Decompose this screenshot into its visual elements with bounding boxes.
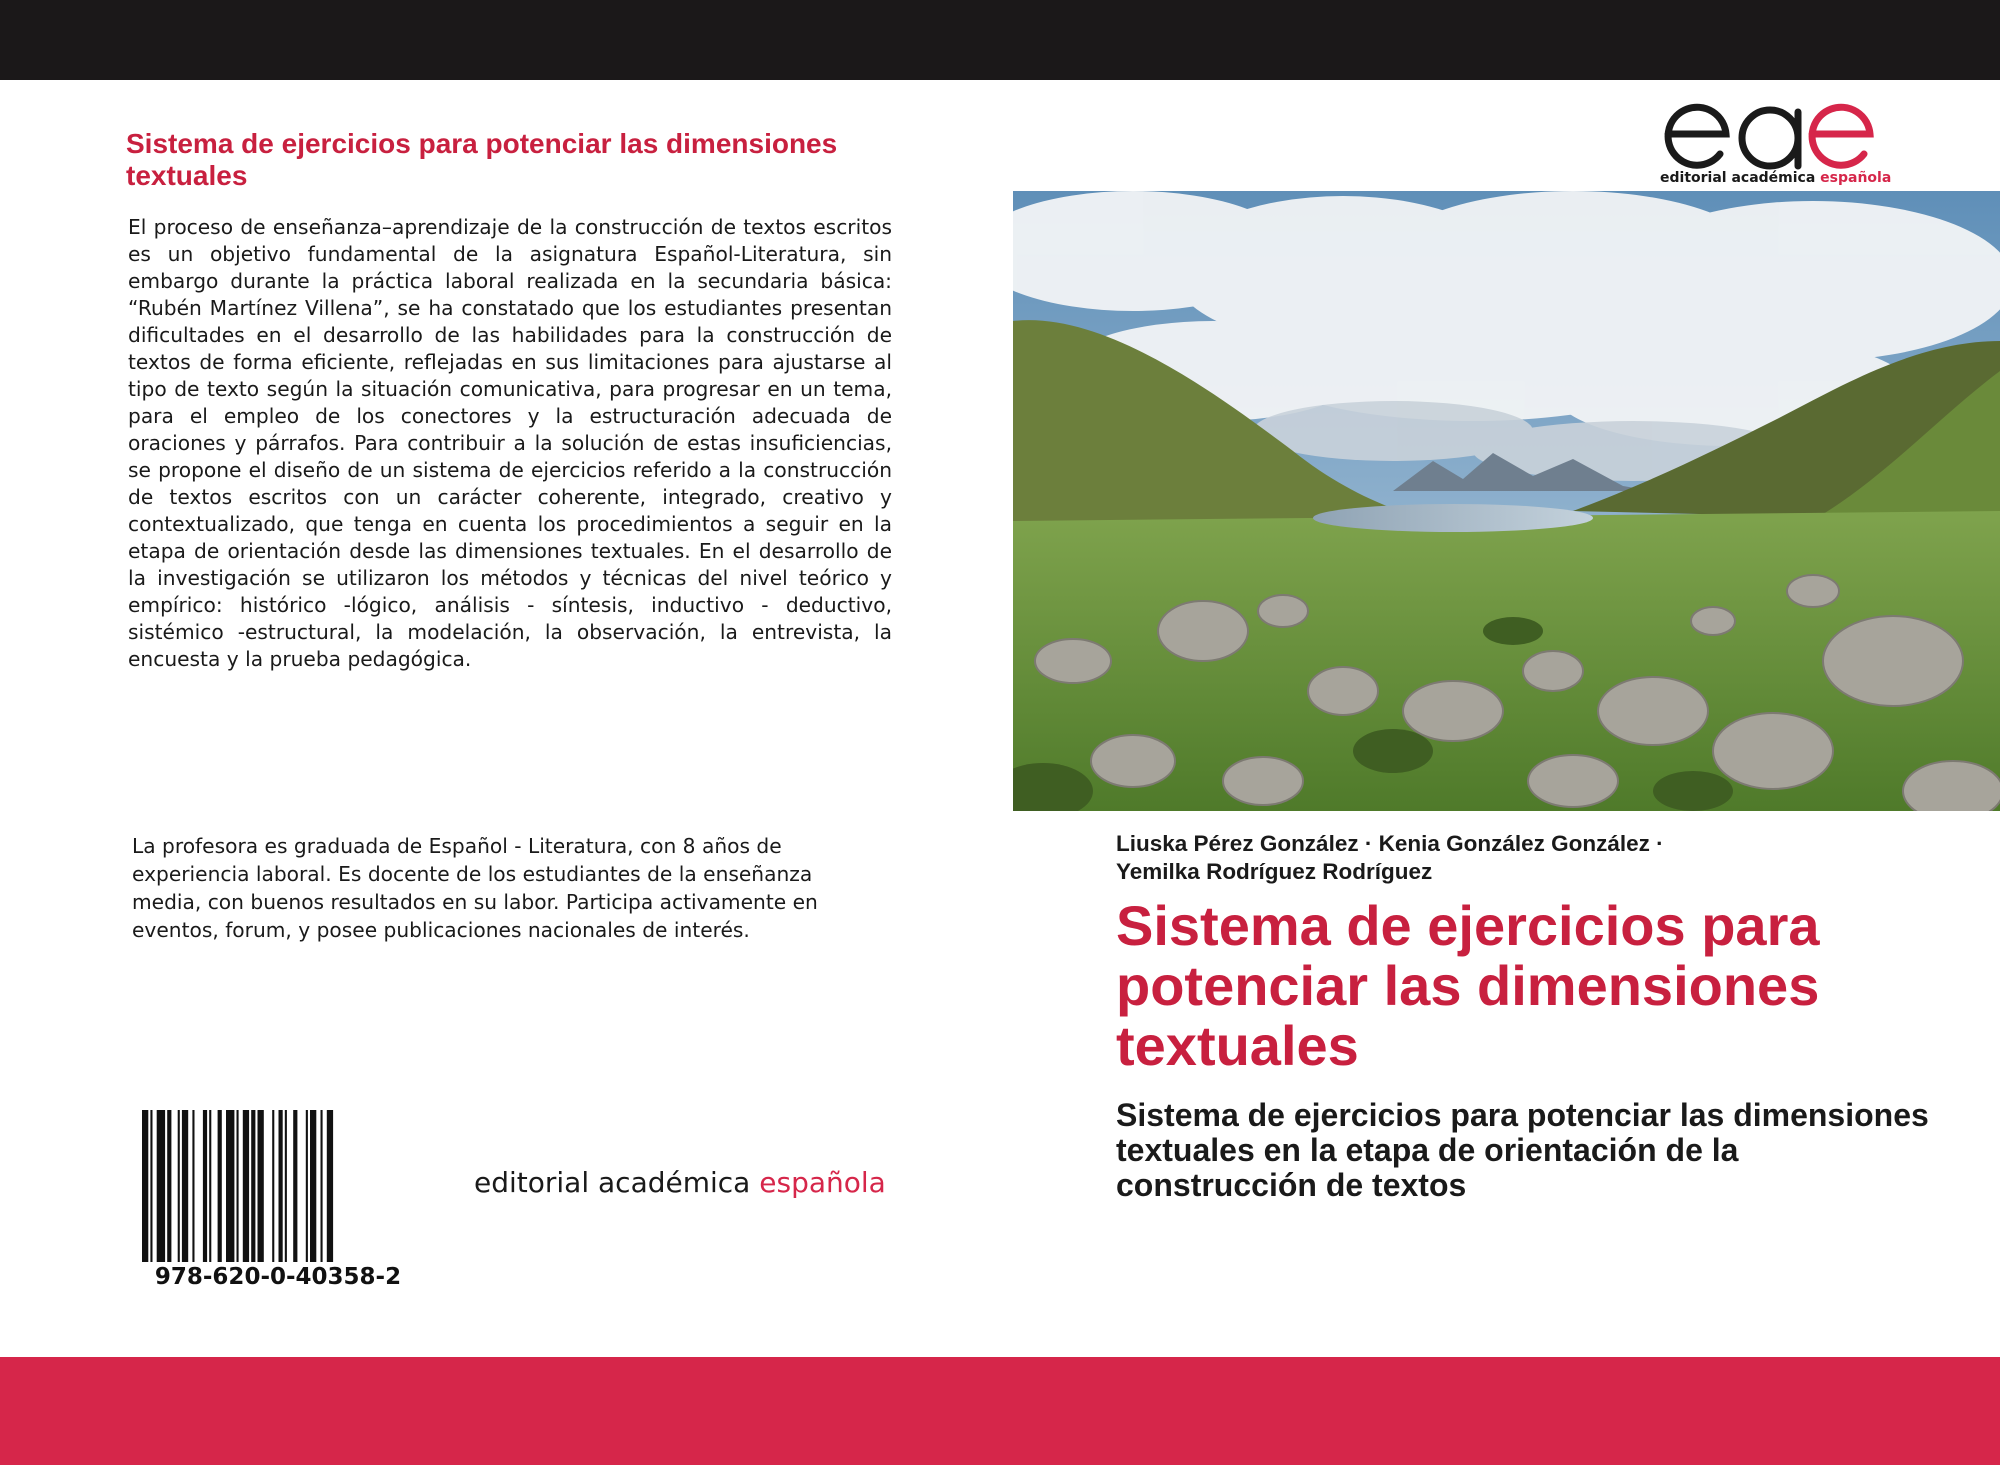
authors-line-1: Liuska Pérez González · Kenia González González ·: [1116, 831, 1664, 856]
publisher-name: editorial académica: [474, 1166, 751, 1199]
front-cover-title: Sistema de ejercicios para potenciar las dimensiones textuales: [1116, 894, 1820, 1077]
authors-line-2: Yemilka Rodríguez Rodríguez: [1116, 859, 1433, 884]
logo-caption-accent: española: [1820, 170, 1892, 186]
bottom-band: [0, 1357, 2000, 1465]
back-cover-abstract: El proceso de enseñanza–aprendizaje de la construcción de textos escritos es un objetivo fundamental de la asignatura Español-Literatura, sin embargo durante la práctica laboral realizada en la secundaria básica: “Rubén Martínez Villena”, se ha constatado que los estudiantes presentan dificultades en el desarrollo de las habilidades para la construcción de textos de forma eficiente, reflejadas en sus limitaciones para ajustarse al tipo de texto según la situación comunicativa, para progresar en un tema, para el empleo de los conectores y la estructuración adecuada de oraciones y párrafos. Para contribuir a la solución de estas insuficiencias, se propone el diseño de un sistema de ejercicios referido a la construcción de textos escritos con un carácter coherente, integrado, creativo y contextualizado, que tenga en cuenta los procedimientos a seguir en la etapa de orientación desde las dimensiones textuales. En el desarrollo de la investigación se utilizaron los métodos y técnicas del nivel teórico y empírico: histórico -lógico, análisis - síntesis, inductivo - deductivo, sistémico -estructural, la modelación, la observación, la entrevista, la encuesta y la prueba pedagógica.: [128, 215, 892, 671]
top-band: [0, 0, 2000, 80]
front-cover-subtitle: Sistema de ejercicios para potenciar las dimensiones textuales en la etapa de orientación de la construcción de textos: [1116, 1097, 1929, 1203]
author-list: [1116, 830, 1736, 886]
mountain-lake-landscape-image: [1013, 191, 2000, 811]
isbn-number: 978-620-0-40358-2: [154, 1264, 402, 1290]
author-bio: La profesora es graduada de Español - Literatura, con 8 años de experiencia laboral. Es docente de los estudiantes de la enseñanza media, con buenos resultados en su labor. Participa activamente en eventos, forum, y posee publicaciones nacionales de interés.: [132, 834, 818, 942]
logo-caption: [1660, 170, 1892, 186]
logo-caption-main: editorial académica: [1660, 170, 1816, 186]
publisher-imprint: [474, 1166, 886, 1199]
back-cover-title: Sistema de ejercicios para potenciar las dimensiones textuales: [126, 128, 838, 191]
publisher-name-accent: española: [759, 1166, 886, 1199]
